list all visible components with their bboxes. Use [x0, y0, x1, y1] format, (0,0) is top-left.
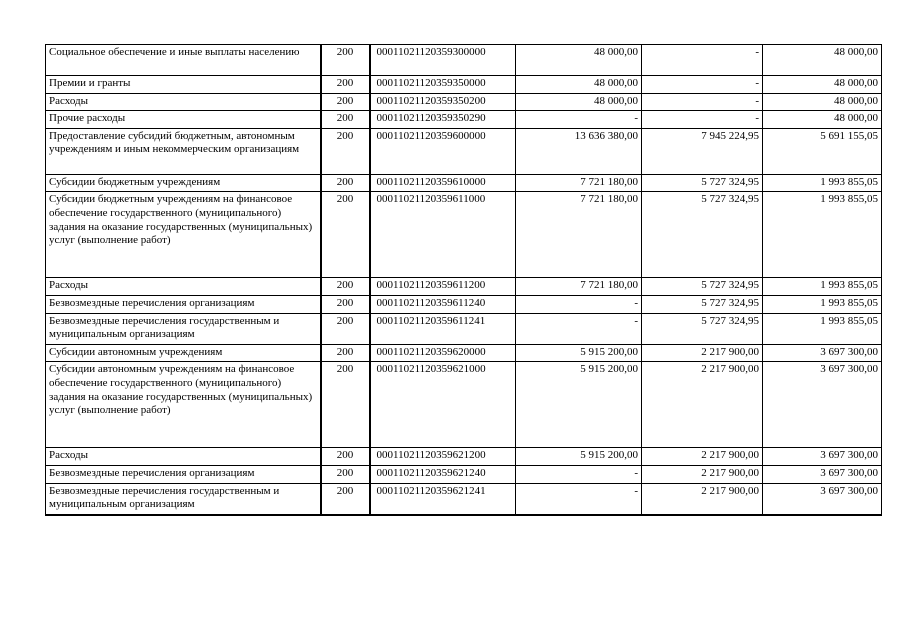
table-row: [46, 93, 882, 111]
row-remaining: 1 993 855,05: [763, 192, 882, 278]
row-kbk: 00011021120359621200: [370, 448, 516, 466]
row-kbk: 00011021120359350200: [370, 93, 516, 111]
row-kbk: 00011021120359300000: [370, 45, 516, 76]
row-name: Безвозмездные перечисления государственным и муниципальным организациям: [46, 313, 321, 344]
row-approved: 5 915 200,00: [516, 448, 642, 466]
row-approved: -: [516, 465, 642, 483]
row-kbk: 00011021120359611000: [370, 192, 516, 278]
row-approved: -: [516, 483, 642, 515]
table-row: [46, 278, 882, 296]
row-kbk: 00011021120359600000: [370, 128, 516, 174]
row-name: Субсидии автономным учреждениям: [46, 344, 321, 362]
row-kbk: 00011021120359621240: [370, 465, 516, 483]
row-executed: 5 727 324,95: [642, 174, 763, 192]
row-approved: 48 000,00: [516, 93, 642, 111]
row-kbk: 00011021120359620000: [370, 344, 516, 362]
row-name: Безвозмездные перечисления организациям: [46, 295, 321, 313]
row-approved: 7 721 180,00: [516, 278, 642, 296]
row-remaining: 48 000,00: [763, 111, 882, 129]
row-remaining: 1 993 855,05: [763, 174, 882, 192]
row-executed: 5 727 324,95: [642, 192, 763, 278]
table-row: [46, 448, 882, 466]
row-code: 200: [321, 111, 370, 129]
row-remaining: 3 697 300,00: [763, 448, 882, 466]
row-approved: 7 721 180,00: [516, 174, 642, 192]
table-row: [46, 174, 882, 192]
row-remaining: 3 697 300,00: [763, 483, 882, 515]
row-approved: -: [516, 111, 642, 129]
row-executed: 5 727 324,95: [642, 313, 763, 344]
table-row: [46, 313, 882, 344]
row-approved: -: [516, 313, 642, 344]
row-approved: 48 000,00: [516, 45, 642, 76]
table-row: [46, 483, 882, 515]
table-row: [46, 465, 882, 483]
budget-table: [45, 44, 882, 516]
row-approved: 7 721 180,00: [516, 192, 642, 278]
row-kbk: 00011021120359610000: [370, 174, 516, 192]
row-remaining: 1 993 855,05: [763, 295, 882, 313]
row-code: 200: [321, 313, 370, 344]
row-code: 200: [321, 465, 370, 483]
table-row: [46, 295, 882, 313]
row-executed: -: [642, 76, 763, 94]
row-kbk: 00011021120359621241: [370, 483, 516, 515]
row-name: Безвозмездные перечисления организациям: [46, 465, 321, 483]
row-approved: 48 000,00: [516, 76, 642, 94]
row-name: Расходы: [46, 278, 321, 296]
row-kbk: 00011021120359611200: [370, 278, 516, 296]
row-code: 200: [321, 76, 370, 94]
row-code: 200: [321, 128, 370, 174]
row-remaining: 48 000,00: [763, 93, 882, 111]
row-kbk: 00011021120359611240: [370, 295, 516, 313]
row-code: 200: [321, 45, 370, 76]
row-kbk: 00011021120359611241: [370, 313, 516, 344]
row-kbk: 00011021120359621000: [370, 362, 516, 448]
row-executed: 5 727 324,95: [642, 295, 763, 313]
row-executed: 2 217 900,00: [642, 448, 763, 466]
row-executed: 2 217 900,00: [642, 483, 763, 515]
table-row: [46, 111, 882, 129]
row-approved: 5 915 200,00: [516, 344, 642, 362]
row-remaining: 3 697 300,00: [763, 344, 882, 362]
row-executed: -: [642, 45, 763, 76]
row-name: Предоставление субсидий бюджетным, автономным учреждениям и иным некоммерческим организациям: [46, 128, 321, 174]
row-name: Расходы: [46, 93, 321, 111]
row-name: Расходы: [46, 448, 321, 466]
row-code: 200: [321, 93, 370, 111]
row-remaining: 3 697 300,00: [763, 362, 882, 448]
row-approved: 5 915 200,00: [516, 362, 642, 448]
table-row: [46, 45, 882, 76]
row-remaining: 1 993 855,05: [763, 278, 882, 296]
row-name: Премии и гранты: [46, 76, 321, 94]
row-executed: 2 217 900,00: [642, 465, 763, 483]
table-row: [46, 192, 882, 278]
table-row: [46, 76, 882, 94]
table-row: [46, 128, 882, 174]
row-code: 200: [321, 278, 370, 296]
row-remaining: 48 000,00: [763, 45, 882, 76]
row-remaining: 48 000,00: [763, 76, 882, 94]
row-code: 200: [321, 295, 370, 313]
row-name: Прочие расходы: [46, 111, 321, 129]
row-code: 200: [321, 174, 370, 192]
row-executed: -: [642, 93, 763, 111]
row-name: Субсидии бюджетным учреждениям на финансовое обеспечение государственного (муниципального) задания на оказание государственных (муниципальных) услуг (выполнение работ): [46, 192, 321, 278]
row-code: 200: [321, 344, 370, 362]
row-name: Безвозмездные перечисления государственным и муниципальным организациям: [46, 483, 321, 515]
row-code: 200: [321, 192, 370, 278]
table-row: [46, 362, 882, 448]
row-remaining: 1 993 855,05: [763, 313, 882, 344]
row-name: Социальное обеспечение и иные выплаты населению: [46, 45, 321, 76]
row-name: Субсидии автономным учреждениям на финансовое обеспечение государственного (муниципального) задания на оказание государственных (муниципальных) услуг (выполнение работ): [46, 362, 321, 448]
row-kbk: 00011021120359350000: [370, 76, 516, 94]
row-code: 200: [321, 483, 370, 515]
table-row: [46, 344, 882, 362]
row-name: Субсидии бюджетным учреждениям: [46, 174, 321, 192]
row-executed: -: [642, 111, 763, 129]
row-remaining: 5 691 155,05: [763, 128, 882, 174]
row-executed: 7 945 224,95: [642, 128, 763, 174]
row-approved: 13 636 380,00: [516, 128, 642, 174]
row-approved: -: [516, 295, 642, 313]
row-executed: 2 217 900,00: [642, 344, 763, 362]
row-code: 200: [321, 448, 370, 466]
row-code: 200: [321, 362, 370, 448]
row-remaining: 3 697 300,00: [763, 465, 882, 483]
row-executed: 5 727 324,95: [642, 278, 763, 296]
row-kbk: 00011021120359350290: [370, 111, 516, 129]
row-executed: 2 217 900,00: [642, 362, 763, 448]
